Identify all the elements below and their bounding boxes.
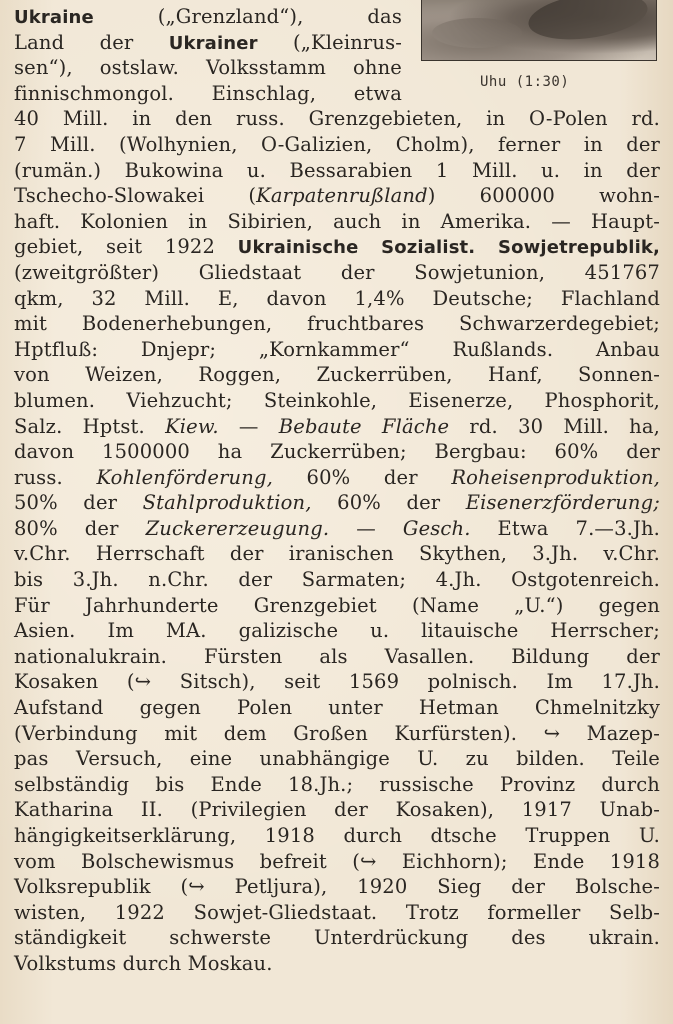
text-line xyxy=(14,337,660,363)
text-segment: pas Versuch, eine unabhängige U. zu bilden. Teile xyxy=(14,747,660,771)
text-segment: Asien. Im MA. galizische u. litauische Herrscher; xyxy=(14,619,660,643)
italic-term: Roheisenproduktion, xyxy=(451,465,660,489)
text-line xyxy=(14,541,660,567)
encyclopedia-entry-ukraine xyxy=(14,4,664,977)
text-segment: v.Chr. Herrschaft der iranischen Skythen, 3.Jh. v.Chr. xyxy=(14,542,660,566)
text-line xyxy=(14,132,660,158)
text-segment: (Verbindung mit dem Großen Kurfürsten). ↪ Mazep- xyxy=(14,721,660,745)
text-line xyxy=(14,900,660,926)
text-segment: Katharina II. (Privilegien der Kosaken), 1917 Unab- xyxy=(14,798,660,822)
text-line xyxy=(14,106,660,132)
text-line xyxy=(14,81,402,107)
text-segment: selbständig bis Ende 18.Jh.; russische Provinz durch xyxy=(14,772,660,796)
headword: Ukraine xyxy=(14,7,94,28)
text-segment: haft. Kolonien in Sibirien, auch in Amerika. — Haupt- xyxy=(14,209,660,233)
text-line xyxy=(14,490,660,516)
text-line xyxy=(14,593,660,619)
text-segment: Kosaken (↪ Sitsch), seit 1569 polnisch. Im 17.Jh. xyxy=(14,670,660,694)
italic-term: Bebaute Fläche xyxy=(278,414,450,438)
text-line xyxy=(14,311,660,337)
italic-term: Karpatenrußland xyxy=(256,184,428,208)
italic-term: Gesch. xyxy=(402,516,471,540)
text-segment: Volkstums durch Moskau. xyxy=(14,951,273,975)
text-line xyxy=(14,55,402,81)
text-segment: (rumän.) Bukowina u. Bessarabien 1 Mill. u. in der xyxy=(14,158,660,182)
text-segment: 80% der xyxy=(14,516,146,540)
text-line xyxy=(14,30,402,56)
text-line xyxy=(14,644,660,670)
text-segment: blumen. Viehzucht; Steinkohle, Eisenerze, Phosphorit, xyxy=(14,388,660,412)
text-line xyxy=(14,925,660,951)
text-line xyxy=(14,874,660,900)
text-segment: 60% der xyxy=(272,465,452,489)
text-segment: ) 600000 wohn- xyxy=(427,184,661,208)
text-line xyxy=(14,849,660,875)
text-line xyxy=(14,388,660,414)
text-line xyxy=(14,234,660,260)
headword: Ukrainer xyxy=(168,32,258,54)
text-segment: von Weizen, Roggen, Zuckerrüben, Hanf, Sonnen- xyxy=(14,363,660,387)
text-segment: 60% der xyxy=(311,491,466,515)
text-segment: hängigkeitserklärung, 1918 durch dtsche Truppen U. xyxy=(14,824,660,847)
text-segment: vom Bolschewismus befreit (↪ Eichhorn); Ende 1918 xyxy=(14,849,660,873)
text-line xyxy=(14,721,660,747)
italic-term: Eisenerzförderung; xyxy=(465,491,660,515)
text-line xyxy=(14,4,402,30)
text-line xyxy=(14,772,660,798)
text-segment: davon 1500000 ha Zuckerrüben; Bergbau: 60% der xyxy=(14,440,660,464)
text-line xyxy=(14,823,660,849)
headword: Ukrainische Sozialist. Sowjetrepublik, xyxy=(237,237,660,259)
text-line xyxy=(14,746,660,772)
text-segment: (zweitgrößter) Gliedstaat der Sowjetunion, 451767 xyxy=(14,260,660,284)
text-segment: ständigkeit schwerste Unterdrückung des ukrain. xyxy=(14,926,660,950)
text-segment: finnischmongol. Einschlag, etwa xyxy=(14,81,402,105)
text-segment: rd. 30 Mill. ha, xyxy=(449,414,661,438)
text-segment: Volksrepublik (↪ Petljura), 1920 Sieg der Bolsche- xyxy=(14,875,660,899)
italic-term: Stahlproduktion, xyxy=(142,491,312,515)
text-segment: mit Bodenerhebungen, fruchtbares Schwarzerdegebiet; xyxy=(14,312,660,336)
text-segment: Für Jahrhunderte Grenzgebiet (Name „U.“) gegen xyxy=(14,593,660,617)
text-line xyxy=(14,669,660,695)
text-segment: gebiet, seit 1922 xyxy=(14,235,238,259)
text-segment: — xyxy=(329,516,403,540)
text-line xyxy=(14,695,660,721)
text-line xyxy=(14,158,660,184)
text-line xyxy=(14,362,660,388)
text-segment: — xyxy=(218,414,279,438)
text-line xyxy=(14,414,660,440)
text-segment: sen“), ostslaw. Volksstamm ohne xyxy=(14,56,402,80)
italic-term: Kohlenförderung, xyxy=(96,465,273,489)
text-segment: („Kleinrus- xyxy=(257,30,402,54)
text-line xyxy=(14,516,660,542)
text-line xyxy=(14,567,660,593)
text-segment: 7 Mill. (Wolhynien, O-Galizien, Cholm), ferner in der xyxy=(14,132,660,156)
text-segment: („Grenzland“), das xyxy=(93,5,402,28)
text-line xyxy=(14,797,660,823)
text-line xyxy=(14,618,660,644)
text-segment: qkm, 32 Mill. E, davon 1,4% Deutsche; Flachland xyxy=(14,286,660,310)
text-segment: Salz. Hptst. xyxy=(14,414,166,438)
text-segment: bis 3.Jh. n.Chr. der Sarmaten; 4.Jh. Ostgotenreich. xyxy=(14,568,660,592)
text-segment: Land der xyxy=(14,30,169,54)
text-segment: Tschecho-Slowakei ( xyxy=(14,184,257,208)
text-segment: 50% der xyxy=(14,491,143,515)
text-segment: wisten, 1922 Sowjet-Gliedstaat. Trotz formeller Selb- xyxy=(14,900,660,924)
text-segment: Aufstand gegen Polen unter Hetman Chmelnitzky xyxy=(14,696,660,720)
illustration-caption: Uhu (1:30) xyxy=(480,74,570,90)
text-line xyxy=(14,260,660,286)
italic-term: Kiew. xyxy=(165,414,219,438)
text-line xyxy=(14,439,660,465)
text-line xyxy=(14,465,660,491)
text-line xyxy=(14,183,660,209)
text-segment: 40 Mill. in den russ. Grenzgebieten, in O-Polen rd. xyxy=(14,107,660,131)
text-line xyxy=(14,286,660,312)
text-segment: nationalukrain. Fürsten als Vasallen. Bildung der xyxy=(14,644,660,668)
text-segment: Etwa 7.—3.Jh. xyxy=(470,516,660,540)
text-segment: Hptfluß: Dnjepr; „Kornkammer“ Rußlands. Anbau xyxy=(14,337,660,361)
text-segment: russ. xyxy=(14,465,97,489)
italic-term: Zuckererzeugung. xyxy=(145,516,330,540)
text-line xyxy=(14,951,660,977)
text-line xyxy=(14,209,660,235)
